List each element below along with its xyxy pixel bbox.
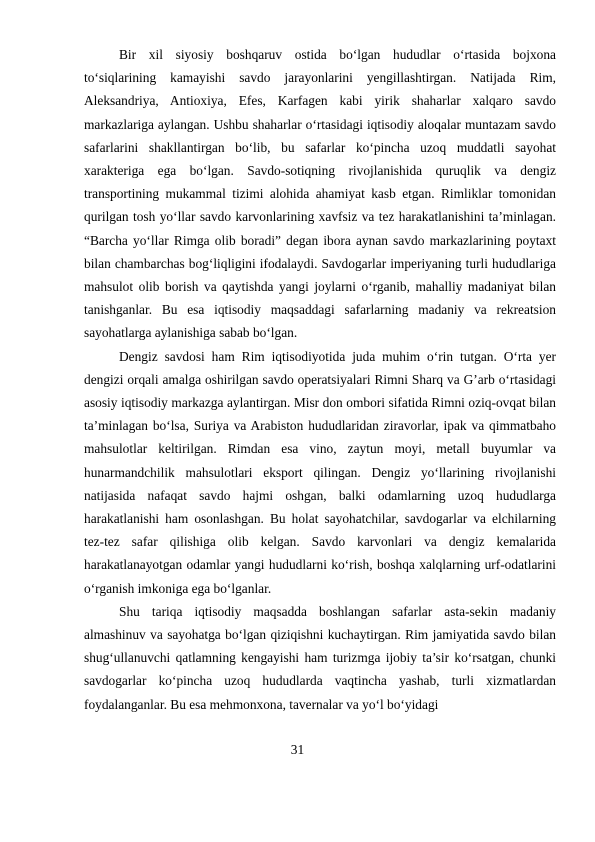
page-number: 31	[290, 742, 305, 757]
paragraph-3: Shu tariqa iqtisodiy maqsadda boshlangan safarlar asta-sekin madaniy almashinuv va sayohatga bo‘lgan qiziqishni kuchaytirgan. Rim jamiyatida savdo bilan shug‘ullanuvchi qatlamning kengayishi ham turizmga ijobiy ta’sir ko‘rsatgan, chunki savdogarlar ko‘pincha uzoq hududlarda vaqtincha yashab, turli xizmatlardan foydalanganlar. Bu esa mehmonxona, tavernalar va yo‘l bo‘yidagi	[84, 603, 556, 712]
paragraph-1: Bir xil siyosiy boshqaruv ostida bo‘lgan hududlar o‘rtasida bojxona to‘siqlarining kamayishi savdo jarayonlarini yengillashtirgan. Natijada Rim, Aleksandriya, Antioxiya, Efes, Karfagen kabi yirik shaharlar xalqaro savdo markazlariga aylangan. Ushbu shaharlar o‘rtasidagi iqtisodiy aloqalar muntazam savdo safarlarini shakllantirgan bo‘lib, bu safarlar ko‘pincha uzoq muddatli sayohat xarakteriga ega bo‘lgan. Savdo-sotiqning rivojlanishida quruqlik va dengiz transportining mukammal tizimi alohida ahamiyat kasb etgan. Rimliklar tomonidan qurilgan tosh yo‘llar savdo karvonlarining xavfsiz va tez harakatlanishini ta’minlagan. “Barcha yo‘llar Rimga olib boradi” degan ibora aynan savdo markazlarining poytaxt bilan chambarchas bog‘liqligini ifodalaydi. Savdogarlar imperiyaning turli hududlariga mahsulot olib borish va qaytishda yangi joylarni o‘rganib, mahalliy madaniyat bilan tanishganlar. Bu esa iqtisodiy maqsaddagi safarlarning madaniy va rekreatsion sayohatlarga aylanishiga sabab bo‘lgan.	[84, 47, 556, 341]
paragraph-2: Dengiz savdosi ham Rim iqtisodiyotida juda muhim o‘rin tutgan. O‘rta yer dengizi orqali amalga oshirilgan savdo operatsiyalari Rimni Sharq va G’arb o‘rtasidagi asosiy iqtisodiy markazga aylantirgan. Misr don ombori sifatida Rimni oziq-ovqat bilan ta’minlagan bo‘lsa, Suriya va Arabiston hududlaridan ziravorlar, ipak va qimmatbaho mahsulotlar keltirilgan. Rimdan esa vino, zaytun moyi, metall buyumlar va hunarmandchilik mahsulotlari eksport qilingan. Dengiz yo‘llarining rivojlanishi natijasida nafaqat savdo hajmi oshgan, balki odamlarning uzoq hududlarga harakatlanishi ham osonlashgan. Bu holat sayohatchilar, savdogarlar va elchilarning tez-tez safar qilishiga olib kelgan. Savdo karvonlari va dengiz kemalarida harakatlanayotgan odamlar yangi hududlarni ko‘rish, boshqa xalqlarning urf-odatlarini o‘rganish imkoniga ega bo‘lganlar.	[84, 348, 556, 596]
page-body	[84, 43, 556, 716]
